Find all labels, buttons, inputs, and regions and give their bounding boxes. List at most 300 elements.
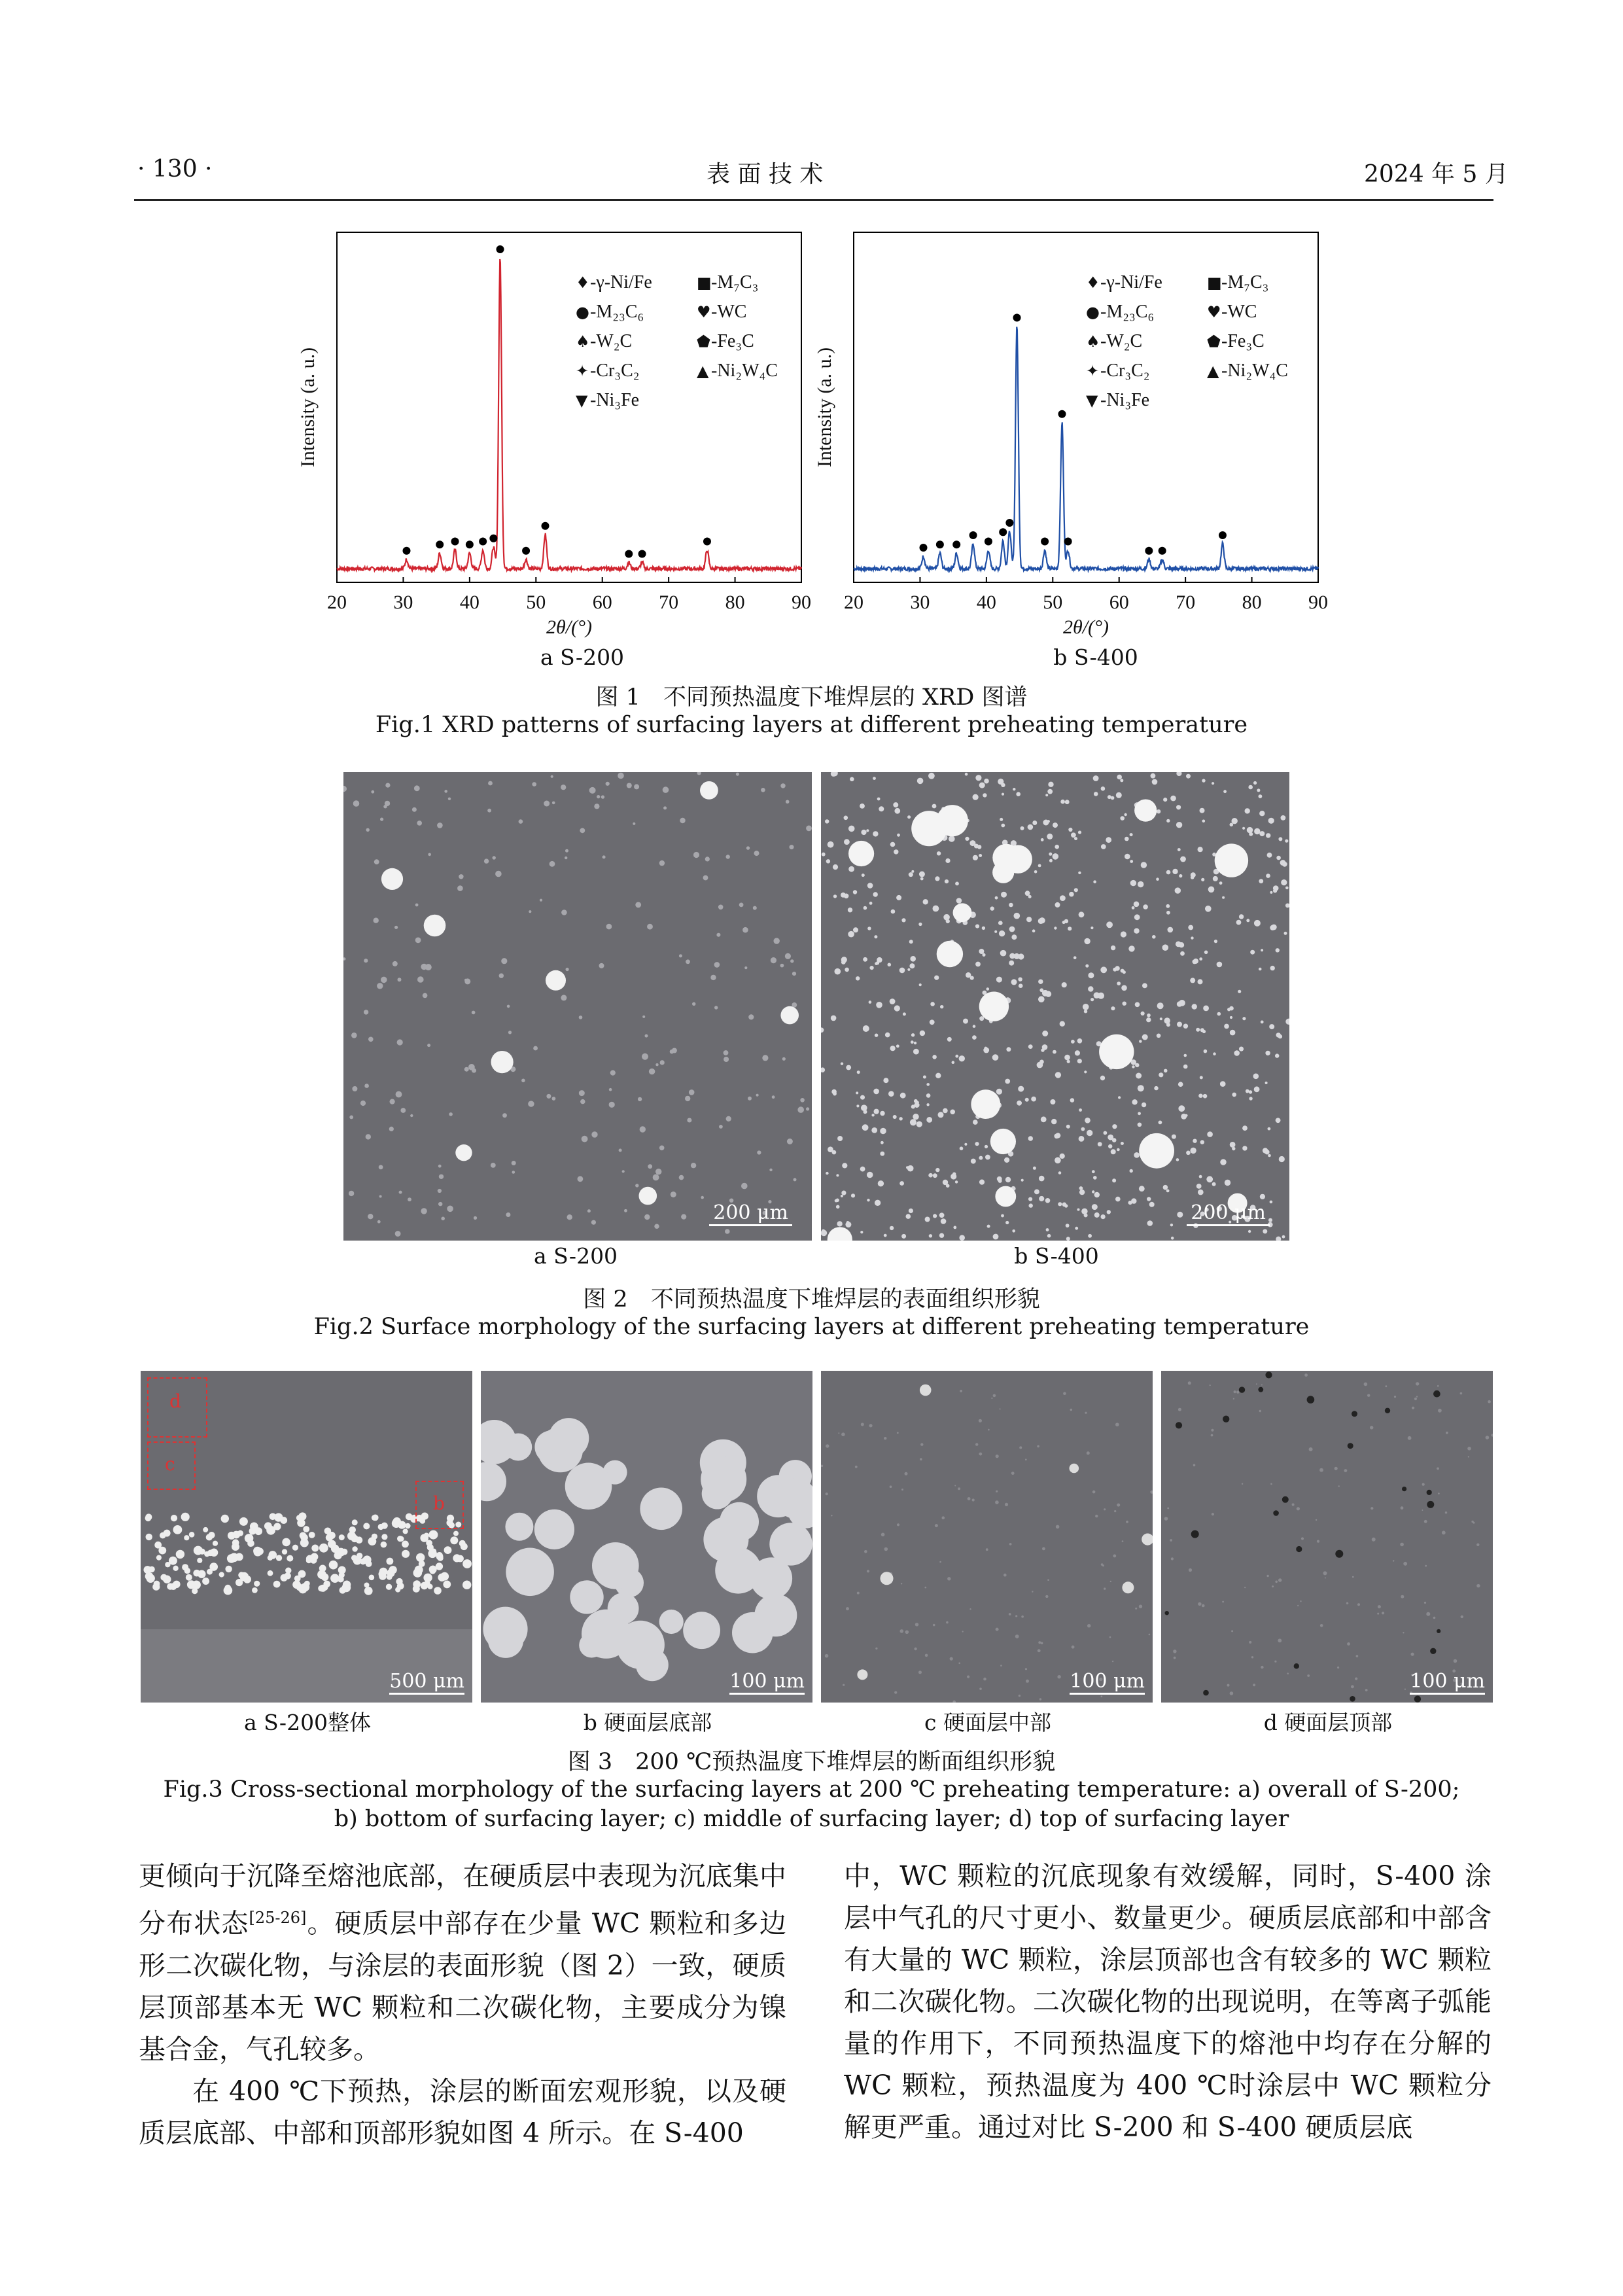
carbide-speck	[884, 1547, 888, 1551]
legend-symbol: ●	[576, 303, 589, 321]
carbide-speck	[958, 1487, 960, 1490]
carbide-speck	[899, 1181, 904, 1186]
carbide-speck	[1058, 1171, 1062, 1174]
carbide-speck	[1109, 1636, 1111, 1638]
carbide-speck	[1009, 1543, 1012, 1545]
carbide-speck	[567, 1214, 572, 1220]
carbide-speck	[1231, 1630, 1233, 1632]
carbide-speck	[1200, 1140, 1204, 1144]
carbide-speck	[1227, 1008, 1230, 1011]
wc-particle	[319, 1544, 328, 1553]
carbide-speck	[1132, 906, 1135, 910]
carbide-speck	[897, 1523, 899, 1526]
carbide-speck	[1232, 818, 1238, 824]
carbide-speck	[474, 1216, 477, 1220]
wc-particle	[416, 1553, 425, 1562]
carbide-speck	[1143, 904, 1148, 910]
carbide-speck	[1246, 919, 1249, 922]
carbide-speck	[1138, 1112, 1141, 1115]
carbide-speck	[414, 785, 420, 791]
carbide-speck	[1424, 1520, 1427, 1523]
carbide-speck	[1178, 1105, 1185, 1112]
carbide-speck	[427, 1044, 430, 1047]
wc-particle	[186, 1574, 192, 1581]
carbide-speck	[879, 806, 884, 811]
carbide-speck	[848, 931, 854, 938]
carbide-speck	[1000, 818, 1003, 821]
carbide-speck	[552, 1097, 556, 1101]
carbide-speck	[1352, 1576, 1354, 1578]
carbide-speck	[1166, 911, 1170, 915]
carbide-speck	[1026, 1680, 1029, 1683]
carbide-speck	[970, 976, 974, 980]
carbide-speck	[1053, 853, 1059, 860]
carbide-speck	[833, 864, 838, 870]
carbide-speck	[1190, 978, 1195, 983]
carbide-speck	[890, 842, 896, 847]
carbide-speck	[393, 961, 398, 966]
legend-label: -WC	[1221, 302, 1257, 322]
carbide-speck	[1186, 1151, 1191, 1156]
wc-particle	[992, 862, 1014, 883]
wc-particle	[281, 1574, 288, 1581]
carbide-speck	[1266, 874, 1270, 878]
carbide-speck	[1045, 794, 1048, 796]
pore	[1352, 1411, 1357, 1417]
carbide-speck	[1260, 1194, 1265, 1199]
carbide-speck	[1091, 927, 1093, 929]
carbide-speck	[552, 802, 555, 805]
carbide-speck	[884, 1234, 887, 1237]
carbide-speck	[1176, 805, 1181, 809]
carbide-speck	[1437, 1385, 1439, 1387]
wc-particle	[455, 1144, 472, 1161]
carbide-speck	[1259, 794, 1263, 798]
carbide-speck	[831, 1016, 837, 1021]
carbide-speck	[1213, 1052, 1216, 1055]
carbide-speck	[464, 978, 470, 984]
carbide-speck	[1111, 1149, 1116, 1154]
carbide-speck	[379, 1195, 382, 1198]
carbide-speck	[1121, 985, 1127, 991]
carbide-speck	[1271, 925, 1277, 930]
carbide-speck	[1147, 1220, 1153, 1226]
carbide-speck	[1108, 795, 1111, 799]
legend-label: -WC	[711, 302, 747, 322]
carbide-speck	[774, 938, 780, 944]
carbide-speck	[911, 1104, 915, 1108]
wc-particle	[701, 1457, 746, 1502]
peak-marker	[466, 540, 474, 548]
carbide-speck	[1047, 820, 1050, 822]
carbide-speck	[1265, 1051, 1270, 1055]
carbide-speck	[529, 910, 531, 913]
carbide-speck	[1132, 1065, 1134, 1068]
carbide-speck	[983, 793, 986, 797]
carbide-speck	[1005, 1079, 1010, 1084]
carbide-speck	[1272, 1585, 1274, 1587]
carbide-speck	[1032, 1591, 1033, 1592]
carbide-speck	[1106, 837, 1111, 843]
carbide-speck	[1034, 1190, 1039, 1195]
wc-particle	[156, 1555, 162, 1561]
carbide-speck	[417, 976, 424, 983]
carbide-speck	[894, 808, 900, 814]
carbide-speck	[1287, 1672, 1289, 1674]
carbide-speck	[1101, 786, 1106, 791]
legend-label: -Cr₃C₂	[590, 361, 640, 381]
carbide-speck	[1093, 1176, 1097, 1180]
carbide-speck	[826, 1444, 829, 1447]
carbide-speck	[869, 902, 873, 905]
carbide-speck	[1403, 1632, 1404, 1633]
carbide-speck	[1050, 1099, 1055, 1104]
carbide-speck	[1261, 1385, 1263, 1386]
carbide-speck	[1408, 1436, 1412, 1440]
carbide-speck	[1170, 1539, 1172, 1542]
carbide-speck	[1285, 887, 1289, 890]
carbide-speck	[1220, 1159, 1226, 1165]
carbide-speck	[883, 1078, 888, 1083]
carbide-speck	[1217, 1012, 1221, 1016]
wc-particle	[488, 1623, 523, 1658]
carbide-speck	[1139, 1186, 1145, 1192]
carbide-speck	[1073, 956, 1077, 959]
carbide-speck	[1256, 1383, 1257, 1385]
peak-marker	[497, 245, 504, 253]
carbide-speck	[681, 1214, 686, 1220]
wc-particle	[184, 1535, 189, 1540]
fig3-caption-zh: 图 3 200 ℃预热温度下堆焊层的断面组织形貌	[567, 1749, 1056, 1775]
carbide-speck	[1364, 1383, 1368, 1386]
carbide-speck	[1130, 860, 1133, 863]
wc-particle	[232, 1539, 239, 1546]
carbide-speck	[1000, 1665, 1002, 1667]
carbide-speck	[1214, 940, 1217, 943]
carbide-speck	[835, 1199, 838, 1203]
wc-particle	[857, 1669, 867, 1680]
carbide-speck	[1006, 1047, 1011, 1051]
wc-particle	[264, 1522, 272, 1530]
legend-symbol: ⬟	[697, 332, 710, 351]
carbide-speck	[906, 1166, 909, 1169]
carbide-speck	[1091, 998, 1094, 1001]
wc-particle	[457, 1555, 464, 1563]
carbide-speck	[884, 1437, 886, 1439]
carbide-speck	[1254, 1086, 1260, 1092]
wc-particle	[769, 1523, 812, 1565]
carbide-speck	[566, 968, 569, 971]
carbide-speck	[1142, 983, 1147, 989]
carbide-speck	[1259, 1410, 1261, 1412]
carbide-speck	[959, 1055, 965, 1061]
carbide-speck	[1238, 990, 1241, 993]
carbide-speck	[926, 1103, 929, 1106]
carbide-speck	[806, 1107, 809, 1110]
journal-title: 表 面 技 术	[707, 161, 824, 188]
legend-symbol: ♠	[576, 332, 590, 351]
carbide-speck	[1146, 1017, 1151, 1022]
wc-particle	[659, 1610, 684, 1634]
carbide-speck	[687, 1118, 691, 1123]
carbide-speck	[642, 1053, 648, 1060]
carbide-speck	[1278, 1578, 1282, 1581]
carbide-speck	[923, 1076, 926, 1079]
carbide-speck	[1053, 1050, 1056, 1054]
carbide-speck	[975, 925, 979, 928]
micrograph-s200-overall	[141, 1371, 472, 1703]
carbide-speck	[925, 1217, 930, 1222]
carbide-speck	[1268, 1154, 1271, 1157]
carbide-speck	[655, 1063, 658, 1066]
carbide-speck	[979, 1687, 982, 1690]
carbide-speck	[846, 1221, 850, 1224]
carbide-speck	[1087, 1130, 1092, 1136]
carbide-speck	[890, 1046, 896, 1051]
carbide-speck	[1191, 936, 1193, 939]
wc-particle	[443, 1581, 451, 1589]
carbide-speck	[1166, 1190, 1170, 1193]
carbide-speck	[972, 1035, 977, 1040]
carbide-speck	[992, 1054, 999, 1061]
carbide-speck	[1188, 1381, 1191, 1385]
carbide-speck	[853, 890, 857, 894]
carbide-speck	[1115, 1197, 1121, 1202]
carbide-speck	[1085, 1118, 1091, 1123]
carbide-speck	[973, 1025, 976, 1028]
carbide-speck	[1147, 1014, 1151, 1017]
carbide-speck	[1270, 891, 1272, 894]
carbide-speck	[998, 779, 1003, 785]
carbide-speck	[364, 1084, 369, 1088]
carbide-speck	[1285, 1019, 1289, 1025]
wc-particle	[238, 1572, 245, 1578]
carbide-speck	[933, 1214, 937, 1218]
carbide-speck	[1210, 1385, 1211, 1386]
carbide-speck	[1180, 951, 1185, 956]
carbide-speck	[1377, 1613, 1379, 1615]
carbide-speck	[1151, 773, 1156, 779]
carbide-speck	[1400, 1543, 1404, 1547]
carbide-speck	[1222, 896, 1225, 899]
wc-particle	[146, 1534, 152, 1540]
carbide-speck	[826, 1492, 828, 1495]
left-paragraph-1b: 。硬质层中部存在少量 WC 颗粒和多边形二次碳化物，与涂层的表面形貌（图 2）一致，硬质层顶部基本无 WC 颗粒和二次碳化物，主要成分为镍基合金，气孔较多。	[139, 1907, 787, 2065]
carbide-speck	[1267, 853, 1272, 858]
carbide-speck	[873, 831, 878, 836]
carbide-speck	[1265, 1150, 1269, 1154]
carbide-speck	[1031, 1097, 1036, 1102]
legend-label: -Fe₃C	[711, 331, 754, 351]
carbide-speck	[756, 1094, 759, 1097]
carbide-speck	[374, 859, 379, 864]
carbide-speck	[916, 1101, 919, 1104]
carbide-speck	[1047, 1579, 1049, 1581]
peak-marker	[1064, 538, 1072, 546]
pore	[1433, 1390, 1440, 1398]
carbide-speck	[867, 1199, 869, 1201]
carbide-speck	[1060, 1021, 1065, 1027]
wc-particle	[225, 1566, 232, 1572]
carbide-speck	[1088, 986, 1093, 991]
pore	[1273, 1510, 1279, 1516]
carbide-speck	[1051, 1119, 1056, 1124]
carbide-speck	[1196, 1184, 1202, 1189]
pore	[1165, 1611, 1169, 1615]
carbide-speck	[1028, 824, 1034, 830]
carbide-speck	[1117, 981, 1121, 985]
fig1-caption-zh: 图 1 不同预热温度下堆焊层的 XRD 图谱	[595, 684, 1028, 711]
wc-particle	[339, 1534, 345, 1540]
carbide-speck	[821, 1067, 825, 1072]
carbide-speck	[1065, 800, 1070, 804]
carbide-speck	[1121, 969, 1125, 973]
carbide-speck	[1227, 1684, 1230, 1687]
carbide-speck	[399, 1191, 402, 1194]
carbide-speck	[724, 1057, 729, 1062]
carbide-speck	[1335, 1467, 1338, 1470]
carbide-speck	[606, 924, 612, 930]
carbide-speck	[1100, 966, 1107, 973]
carbide-speck	[1461, 1616, 1463, 1618]
carbide-speck	[1074, 837, 1077, 840]
carbide-speck	[349, 1191, 354, 1196]
carbide-speck	[972, 1498, 975, 1501]
carbide-speck	[900, 1629, 904, 1633]
carbide-speck	[871, 1114, 874, 1116]
carbide-speck	[1242, 1483, 1243, 1485]
carbide-speck	[1207, 1131, 1213, 1137]
scale-bar: 500 μm	[389, 1670, 464, 1695]
legend-label: -M₂₃C₆	[590, 302, 644, 322]
carbide-speck	[826, 859, 830, 863]
carbide-speck	[995, 1500, 999, 1504]
carbide-speck	[1202, 1030, 1206, 1033]
carbide-speck	[1167, 1508, 1169, 1510]
legend-symbol: ✦	[1086, 362, 1100, 380]
carbide-speck	[888, 1091, 894, 1097]
carbide-speck	[896, 895, 901, 900]
carbide-speck	[561, 910, 567, 915]
carbide-speck	[881, 1141, 884, 1144]
carbide-speck	[909, 963, 915, 968]
carbide-speck	[635, 902, 641, 908]
wc-particle	[250, 1523, 258, 1531]
carbide-speck	[1152, 935, 1156, 939]
carbide-speck	[1108, 1135, 1113, 1140]
carbide-speck	[857, 1592, 860, 1595]
left-paragraph-2: 在 400 ℃下预热，涂层的断面宏观形貌，以及硬质层底部、中部和顶部形貌如图 4 所示。在 S-400	[139, 2075, 786, 2149]
carbide-speck	[726, 1116, 731, 1122]
carbide-speck	[1085, 964, 1089, 968]
wc-particle	[848, 841, 874, 866]
carbide-speck	[1104, 1508, 1106, 1510]
carbide-speck	[1150, 1491, 1153, 1494]
fig3-sub-a: a S-200整体	[243, 1710, 372, 1735]
carbide-speck	[1032, 821, 1037, 825]
carbide-speck	[841, 1432, 845, 1436]
carbide-speck	[655, 1169, 661, 1174]
carbide-speck	[1178, 1408, 1181, 1411]
carbide-speck	[896, 1044, 899, 1048]
wc-particle	[254, 1581, 260, 1587]
wc-particle	[165, 1562, 170, 1567]
carbide-speck	[1112, 1661, 1113, 1662]
carbide-speck	[982, 953, 985, 957]
carbide-speck	[670, 1050, 674, 1054]
carbide-speck	[937, 851, 941, 855]
carbide-speck	[635, 1184, 638, 1187]
carbide-speck	[953, 1226, 956, 1229]
wc-particle	[368, 1537, 377, 1545]
wc-particle	[170, 1583, 177, 1590]
pore	[1203, 1690, 1209, 1696]
carbide-speck	[1141, 1012, 1145, 1016]
carbide-speck	[1122, 1540, 1124, 1542]
carbide-speck	[928, 1173, 933, 1178]
carbide-speck	[1046, 1228, 1049, 1231]
carbide-speck	[900, 1093, 906, 1099]
wc-particle	[405, 1523, 411, 1529]
carbide-speck	[1001, 1214, 1004, 1218]
carbide-speck	[975, 962, 981, 967]
carbide-speck	[993, 1394, 996, 1398]
carbide-speck	[1446, 1432, 1448, 1434]
carbide-speck	[544, 801, 550, 807]
peak-marker	[638, 550, 646, 558]
carbide-speck	[1281, 815, 1286, 821]
wc-particle	[565, 1463, 612, 1510]
carbide-speck	[634, 784, 639, 789]
carbide-speck	[1037, 1445, 1039, 1448]
carbide-speck	[1284, 932, 1287, 935]
carbide-speck	[1259, 811, 1265, 816]
carbide-speck	[484, 858, 489, 863]
carbide-speck	[1163, 798, 1167, 802]
carbide-speck	[1297, 1507, 1300, 1510]
legend-symbol: ♥	[1207, 303, 1221, 321]
carbide-speck	[942, 1516, 945, 1519]
carbide-speck	[649, 1069, 655, 1074]
carbide-speck	[1179, 1000, 1185, 1006]
carbide-speck	[771, 957, 777, 963]
carbide-speck	[1011, 934, 1017, 940]
carbide-speck	[1263, 1229, 1267, 1233]
wc-particle	[192, 1581, 201, 1589]
carbide-speck	[873, 892, 878, 896]
carbide-speck	[997, 1176, 1002, 1182]
wc-particle	[1215, 843, 1248, 877]
carbide-speck	[1012, 1229, 1015, 1233]
carbide-speck	[1041, 1642, 1043, 1644]
carbide-speck	[705, 857, 710, 861]
wc-particle	[208, 1532, 215, 1538]
x-tick-label: 20	[327, 592, 347, 613]
carbide-speck	[1042, 1031, 1048, 1036]
carbide-speck	[1253, 781, 1257, 785]
carbide-speck	[822, 853, 826, 857]
carbide-speck	[876, 1002, 882, 1008]
peak-marker	[936, 540, 944, 548]
carbide-speck	[532, 782, 536, 786]
carbide-speck	[842, 1163, 847, 1168]
carbide-speck	[832, 1150, 837, 1155]
carbide-speck	[390, 1099, 395, 1104]
wc-particle	[154, 1542, 162, 1549]
carbide-speck	[991, 1398, 992, 1399]
carbide-speck	[1198, 979, 1203, 984]
carbide-speck	[1192, 1004, 1197, 1009]
